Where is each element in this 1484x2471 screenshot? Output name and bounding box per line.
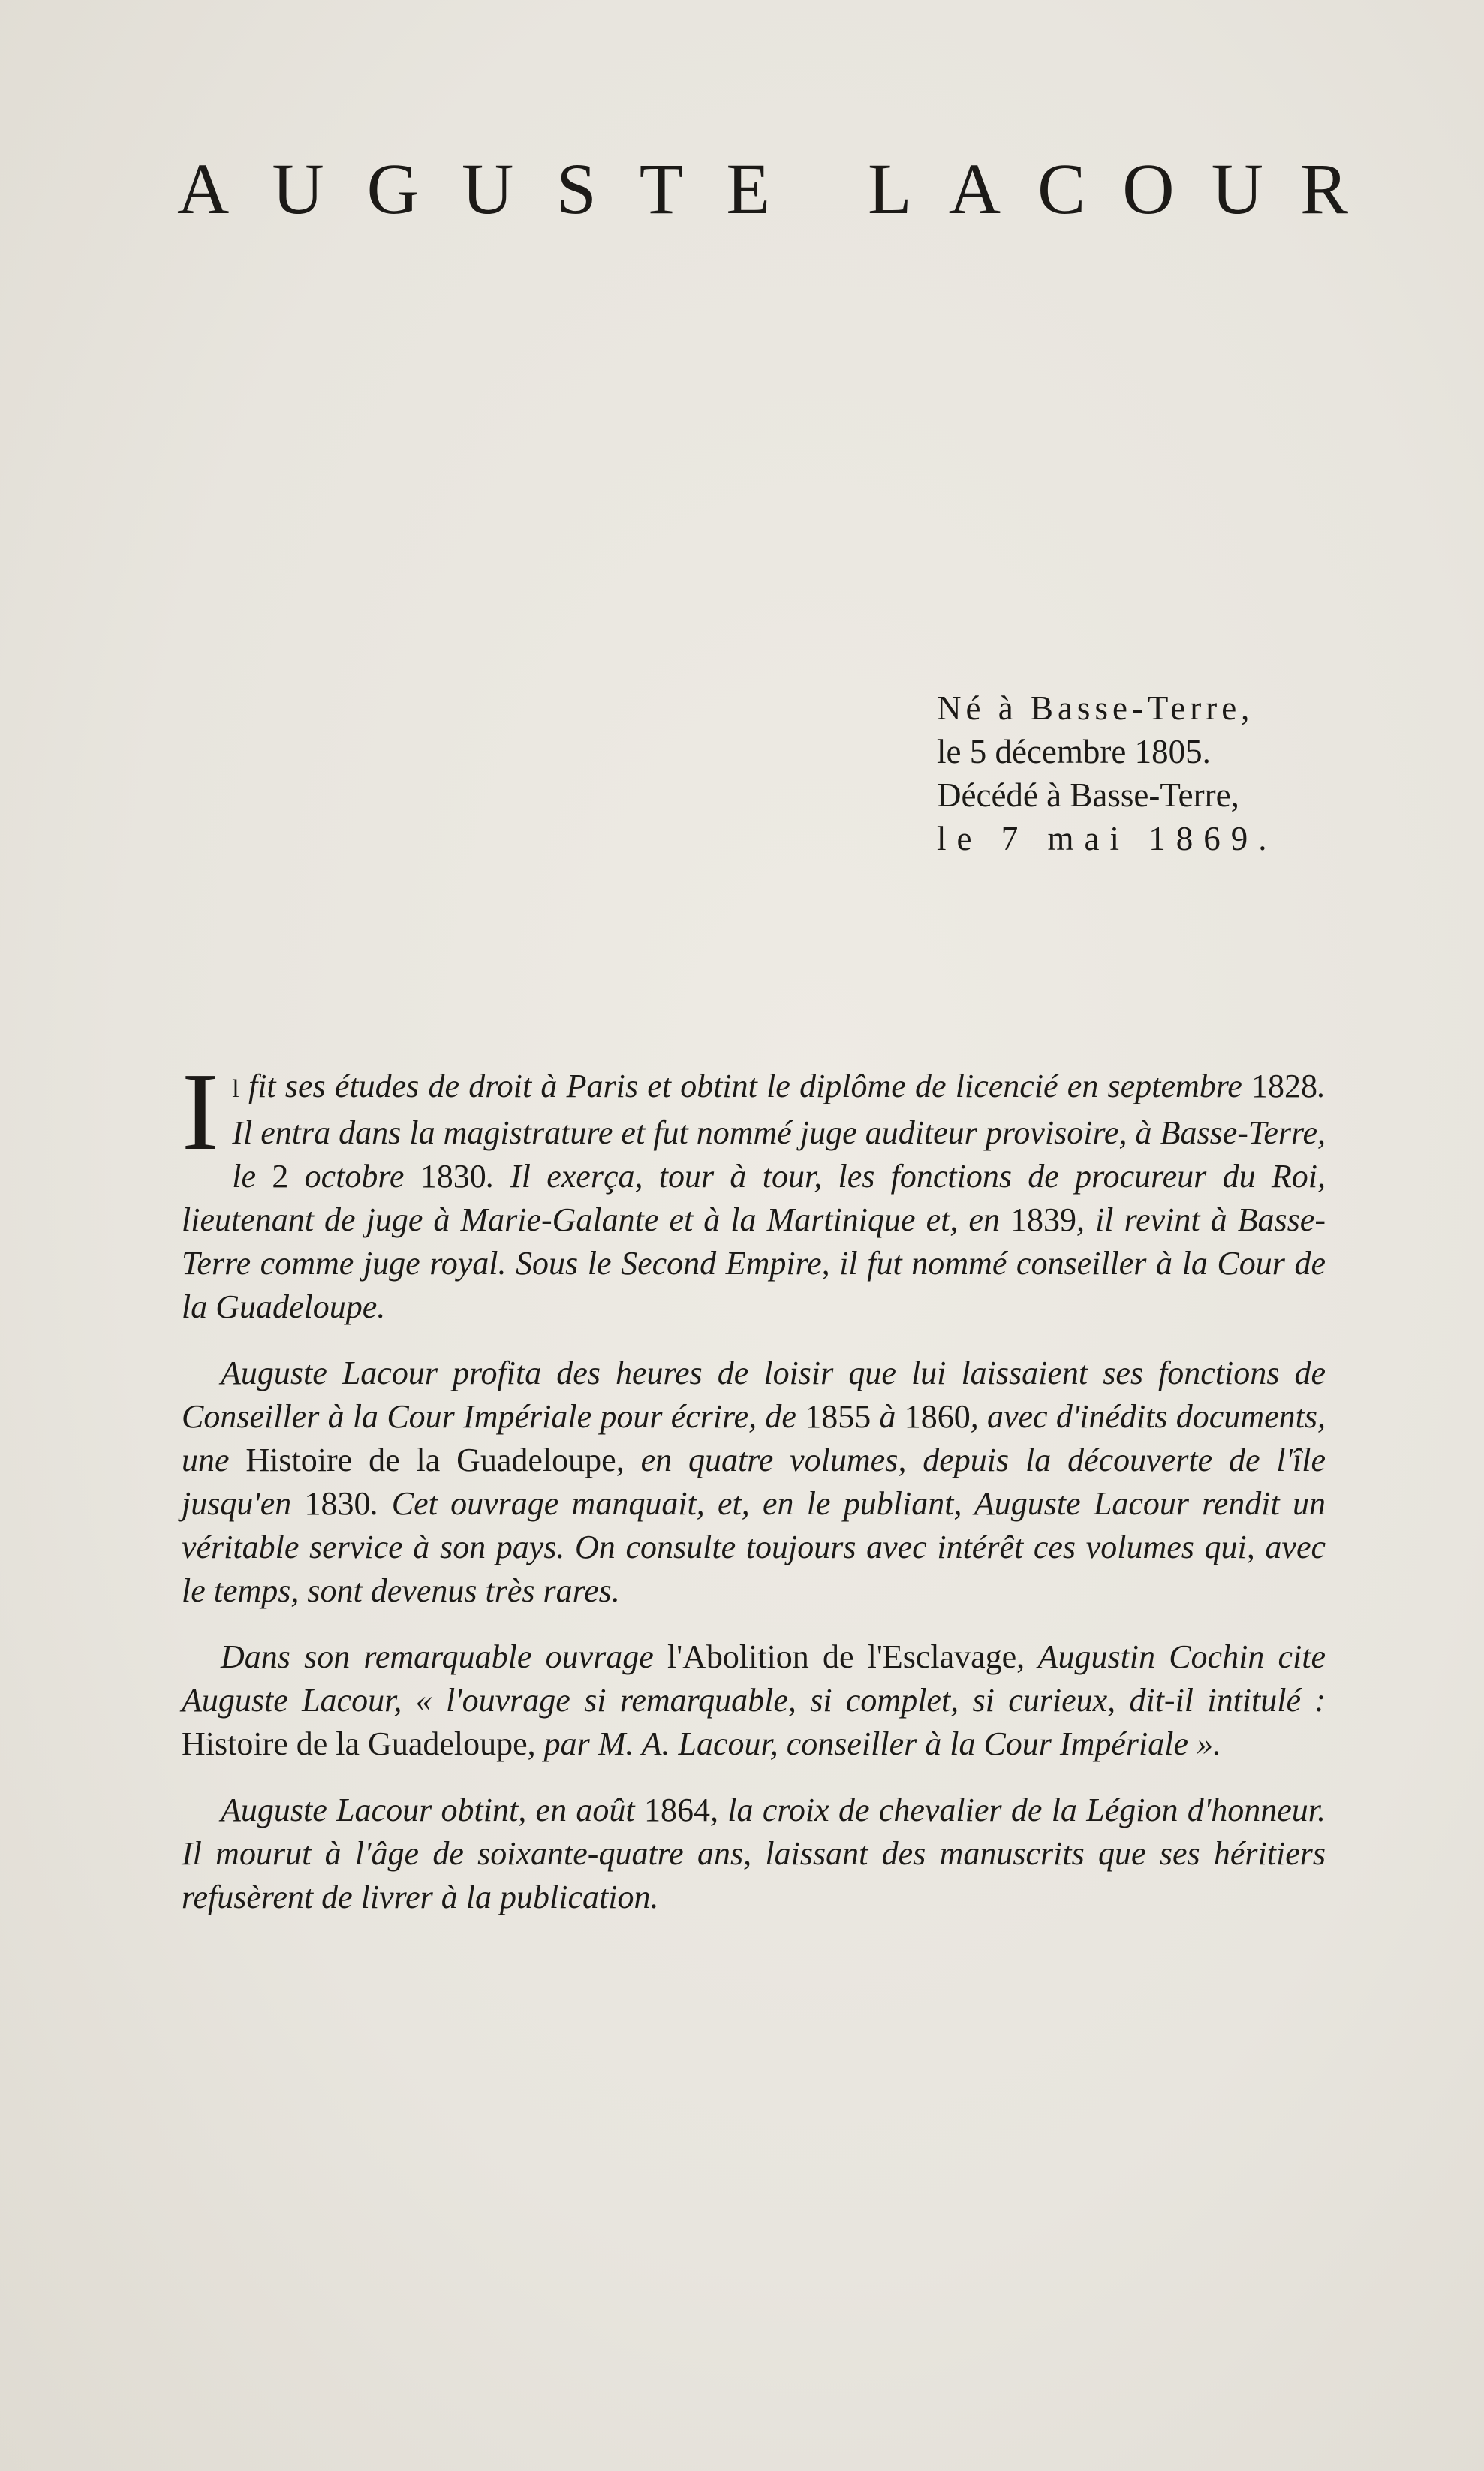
death-place: Décédé à Basse-Terre, (937, 776, 1239, 814)
text-run: octobre (288, 1158, 420, 1195)
title-letter: S (556, 149, 597, 229)
year: 1828 (1251, 1068, 1317, 1104)
text-run: . Il exerça, tour à tour, les fonctions de procureur du Roi, lieutenant de juge à Marie-Galante et à la Martinique et, en (182, 1158, 1326, 1238)
year: 1860 (904, 1398, 971, 1435)
paragraph-4 (182, 1788, 1326, 1919)
book-title: Histoire de la Guadeloupe, (245, 1442, 625, 1478)
year: 1864 (643, 1791, 710, 1828)
title-letter: R (1299, 149, 1348, 229)
text-run: fit ses études de droit à Paris et obtint le diplôme de licencié en septembre (239, 1068, 1251, 1104)
book-title: Histoire de la Guadeloupe, (182, 1725, 536, 1762)
text-run: , il revint à Basse-Terre comme juge royal. Sous le Second Empire, il fut nommé conseiller à la Cour de la Guadeloupe. (182, 1201, 1326, 1325)
title-letter: T (639, 149, 684, 229)
paragraph-3 (182, 1635, 1326, 1766)
paragraph-1 (182, 1050, 1326, 1329)
title-letter: O (1122, 149, 1175, 229)
text-run: Auguste Lacour profita des heures de loisir que lui laissaient ses fonctions de Conseiller à la Cour Impériale pour écrire, de (182, 1355, 1326, 1435)
text-run: . Cet ouvrage manquait, et, en le publiant, Auguste Lacour rendit un véritable service à son pays. On consulte toujours avec intérêt ces volumes qui, avec le temps, sont devenus très rares. (182, 1485, 1326, 1609)
paragraph-2 (182, 1352, 1326, 1613)
birth-death-dates (937, 686, 1277, 860)
title-letter: L (868, 149, 912, 229)
title-letter: E (726, 149, 770, 229)
title-letter: G (366, 149, 419, 229)
title-letter: A (948, 149, 1001, 229)
text-run: Auguste Lacour obtint, en août (221, 1791, 644, 1828)
year: 1839 (1010, 1201, 1077, 1238)
title-first-name (177, 147, 770, 231)
title-letter: U (461, 149, 514, 229)
title-last-name (868, 147, 1348, 231)
text-run: Augustin Cochin cite Auguste Lacour, « l'ouvrage si remarquable, si complet, si curieux, dit-il intitulé : (182, 1638, 1326, 1719)
text-run: , la croix de chevalier de la Légion d'honneur. Il mourut à l'âge de soixante-quatre ans, laissant des manuscrits que ses héritiers refusèrent de livrer à la publication. (182, 1791, 1326, 1915)
small-cap: l (232, 1075, 239, 1103)
text-run: Dans son remarquable ouvrage (221, 1638, 667, 1675)
year: 1830 (304, 1485, 371, 1522)
text-run: par M. A. Lacour, conseiller à la Cour Impériale ». (535, 1725, 1221, 1762)
biography-text (182, 1050, 1326, 1942)
book-title: l'Abolition de l'Esclavage, (667, 1638, 1025, 1675)
birth-date: le 5 décembre 1805. (937, 733, 1211, 770)
death-date: le 7 mai 1869. (937, 820, 1278, 857)
title-letter: A (177, 149, 230, 229)
text-run: , avec d'inédits documents, une (182, 1398, 1326, 1478)
text-run: . Il entra dans la magistrature et fut nommé juge auditeur provisoire, à Basse-Terre, le (232, 1068, 1326, 1195)
page-title (177, 147, 1348, 231)
year: 1855 (805, 1398, 871, 1435)
birth-place: Né à Basse-Terre, (937, 689, 1254, 727)
number: 2 (272, 1158, 289, 1195)
title-letter: U (1211, 149, 1263, 229)
title-letter: C (1037, 149, 1086, 229)
text-run: à (871, 1398, 905, 1435)
year: 1830 (420, 1158, 486, 1195)
drop-cap: I (182, 1050, 219, 1174)
text-run: en quatre volumes, depuis la découverte de l'île jusqu'en (182, 1442, 1326, 1522)
title-letter: U (272, 149, 324, 229)
